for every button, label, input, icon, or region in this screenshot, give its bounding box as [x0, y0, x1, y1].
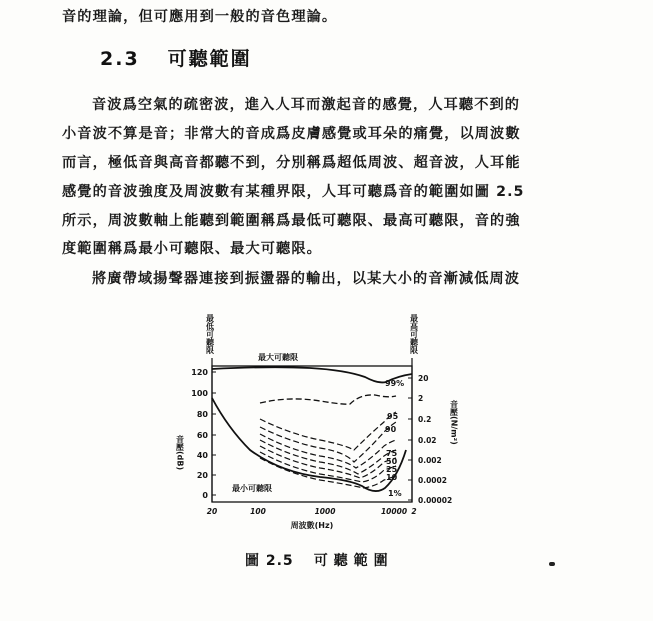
paragraph-line: 音波爲空氣的疏密波，進入人耳而激起音的感覺，人耳聽不到的: [92, 97, 521, 113]
text-line-intro: 音的理論，但可應用到一般的音色理論。: [62, 9, 338, 25]
curve-label: 90: [385, 425, 397, 434]
left-tick: 0: [202, 491, 208, 500]
x-tick: 100: [250, 507, 266, 516]
low-limit-label: 最低可聽限: [205, 314, 215, 354]
right-tick: 20: [418, 374, 429, 383]
curve-label: 50: [386, 457, 398, 466]
x-tick: 20: [206, 507, 218, 516]
curve-1: [260, 458, 396, 488]
left-tick: 80: [196, 410, 208, 419]
min-audible-curve: [212, 398, 406, 491]
figure-number: 圖 2.5: [245, 553, 294, 569]
paragraph-line: 而言，極低音與高音都聽不到，分別稱爲超低周波、超音波，人耳能: [62, 155, 521, 171]
left-axis-ticks: [191, 368, 208, 500]
left-tick: 120: [191, 368, 208, 377]
section-number: 2.3: [100, 48, 140, 70]
right-tick: 0.02: [418, 436, 437, 445]
ink-mark: [549, 562, 555, 566]
section-heading: [100, 44, 252, 71]
left-tick: 100: [191, 389, 208, 398]
right-tick: 0.0002: [418, 476, 447, 485]
paragraph-line: 所示，周波數軸上能聽到範圍稱爲最低可聽限、最高可聽限，音的強: [62, 213, 521, 229]
curve-label: 95: [387, 412, 399, 421]
curve-label: 99%: [385, 379, 405, 388]
max-limit-label: 最大可聽限: [258, 353, 298, 362]
paragraph-line: 將廣帶域揚聲器連接到振盪器的輸出，以某大小的音漸減低周波: [92, 271, 521, 287]
figure-caption: [245, 550, 394, 570]
x-axis-ticks: [207, 507, 417, 516]
section-title: 可聽範圍: [167, 48, 252, 70]
hearing-range-figure: [170, 300, 470, 540]
paragraph-line: 小音波不算是音；非常大的音成爲皮膚感覺或耳朵的痛覺，以周波數: [62, 126, 521, 142]
curve-75: [260, 434, 396, 468]
curve-99: [260, 395, 396, 404]
right-tick: 0.002: [418, 456, 442, 465]
x-tick: 10000: [380, 507, 408, 516]
left-tick: 60: [196, 431, 208, 440]
min-limit-label: 最小可聽限: [232, 484, 272, 493]
hearing-range-diagram: [170, 300, 470, 540]
hearing-curves: [212, 367, 412, 491]
x-axis-label: 周波數(Hz): [290, 521, 334, 530]
right-tick: 0.2: [418, 415, 432, 424]
x-tick: 2: [411, 507, 417, 516]
right-tick: 0.00002: [418, 496, 453, 505]
left-tick: 20: [196, 471, 208, 480]
right-tick: 2: [418, 394, 424, 403]
x-tick: 1000: [314, 507, 336, 516]
curve-label: 1%: [388, 489, 402, 498]
curve-label: 25: [386, 465, 398, 474]
high-limit-label: 最高可聽限: [409, 314, 419, 354]
paragraph-line: 度範圍稱爲最小可聽限、最大可聽限。: [62, 241, 322, 257]
paragraph-line: 感覺的音波強度及周波數有某種界限，人耳可聽爲音的範圍如圖 2.5: [62, 184, 525, 200]
left-axis-label: 音壓(dB): [175, 435, 185, 471]
figure-title: 可聽範圍: [313, 553, 394, 569]
max-audible-curve: [212, 367, 412, 382]
curve-label: 10: [386, 473, 398, 482]
curve-label: 75: [386, 449, 398, 458]
left-tick: 40: [196, 451, 208, 460]
right-axis-ticks: [418, 374, 452, 505]
right-axis-label: 音壓(N/m²): [449, 400, 459, 445]
